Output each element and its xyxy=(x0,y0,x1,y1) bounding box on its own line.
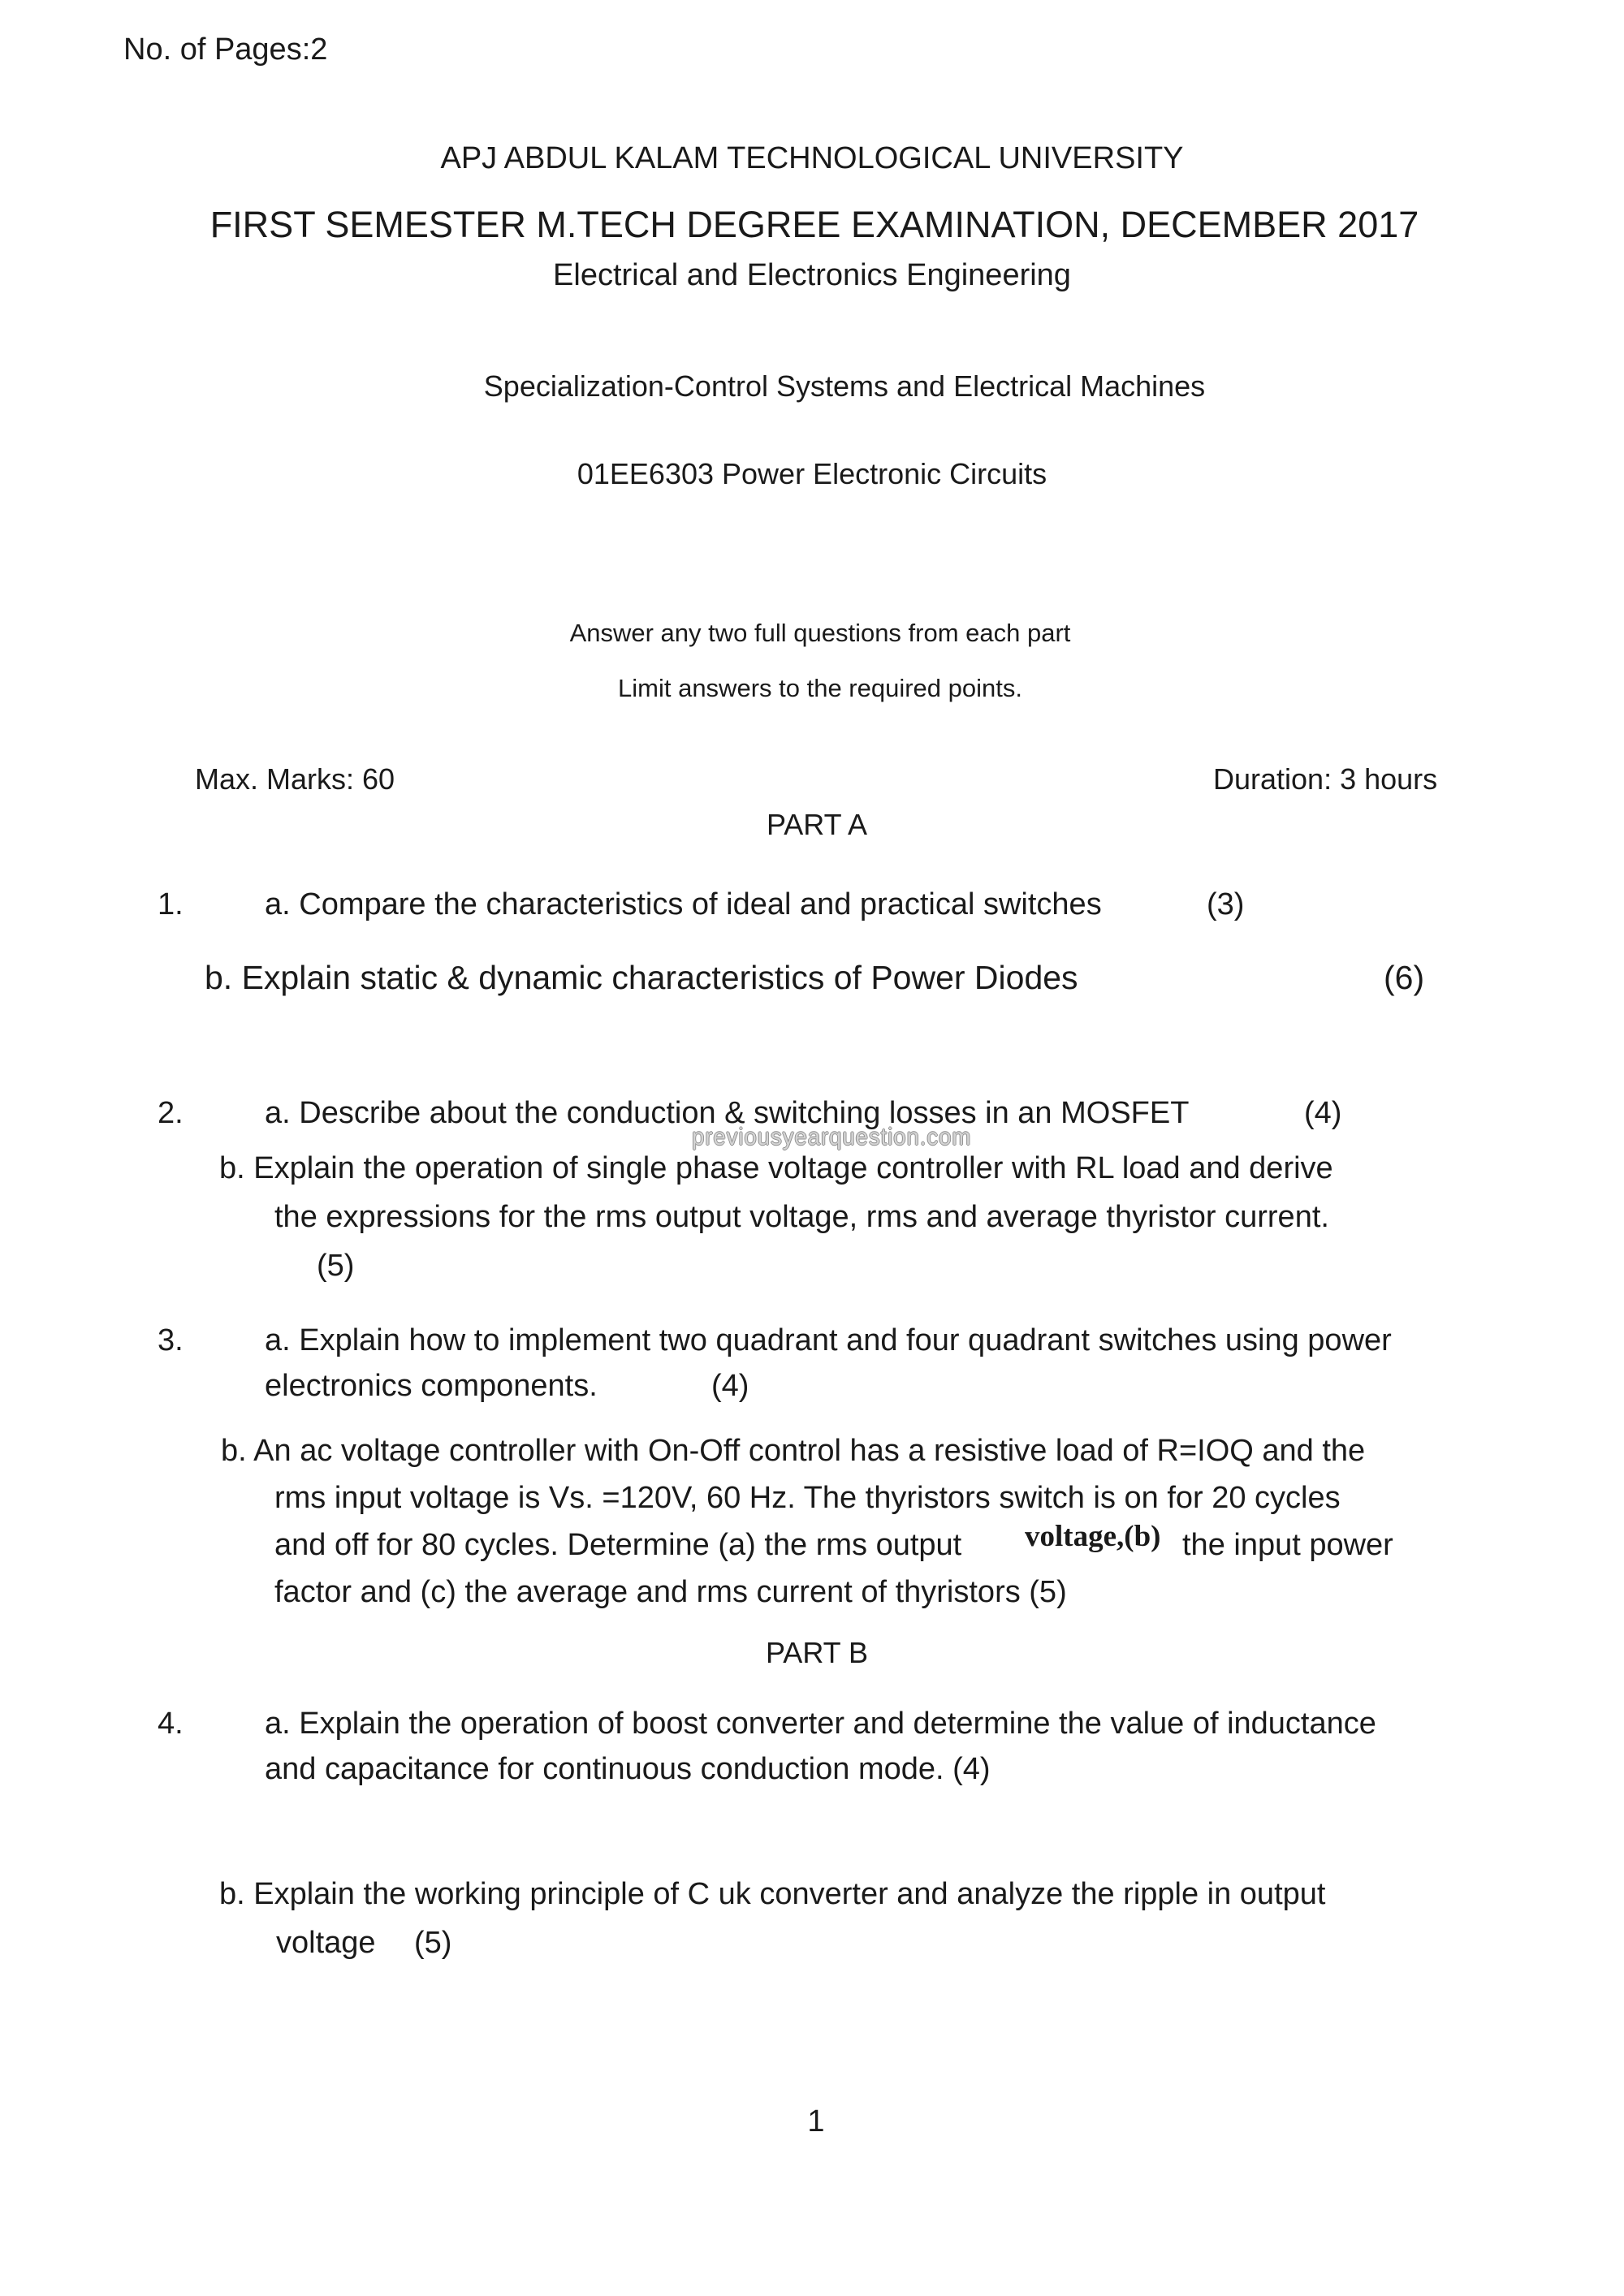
question-3b-line-2: rms input voltage is Vs. =120V, 60 Hz. The thyristors switch is on for 20 cycles xyxy=(274,1481,1341,1515)
question-3b-line-4: factor and (c) the average and rms current of thyristors (5) xyxy=(274,1575,1067,1609)
question-4b-marks: (5) xyxy=(414,1926,452,1960)
question-4a-line-1: a. Explain the operation of boost converter and determine the value of inductance xyxy=(265,1707,1376,1741)
question-2b-line-1: b. Explain the operation of single phase voltage controller with RL load and derive xyxy=(219,1151,1333,1185)
max-marks: Max. Marks: 60 xyxy=(195,762,395,796)
question-2a-marks: (4) xyxy=(1304,1096,1342,1130)
question-4b-line-1: b. Explain the working principle of C uk converter and analyze the ripple in output xyxy=(219,1877,1326,1911)
page-count: No. of Pages:2 xyxy=(123,32,328,67)
question-3b-inset-text: voltage,(b) xyxy=(1025,1520,1161,1553)
question-3b-line-3-start: and off for 80 cycles. Determine (a) the rms output xyxy=(274,1528,962,1562)
question-3b-line-1: b. An ac voltage controller with On-Off control has a resistive load of R=IOQ and the xyxy=(221,1434,1366,1468)
question-2b-marks: (5) xyxy=(317,1249,355,1283)
part-a-title: PART A xyxy=(766,808,868,841)
specialization: Specialization-Control Systems and Electrical Machines xyxy=(483,369,1206,403)
department: Electrical and Electronics Engineering xyxy=(553,258,1071,292)
course-title: 01EE6303 Power Electronic Circuits xyxy=(577,457,1047,490)
question-1b: b. Explain static & dynamic characteristics of Power Diodes xyxy=(205,959,1078,996)
question-2a: a. Describe about the conduction & switching losses in an MOSFET xyxy=(265,1096,1190,1130)
question-4a-line-2: and capacitance for continuous conduction mode. (4) xyxy=(265,1752,991,1786)
exam-title: FIRST SEMESTER M.TECH DEGREE EXAMINATION, DECEMBER 2017 xyxy=(209,204,1419,245)
watermark: previousyearquestion.com xyxy=(692,1124,972,1150)
question-2b-line-2: the expressions for the rms output voltage, rms and average thyristor current. xyxy=(274,1200,1329,1234)
question-1-number: 1. xyxy=(158,887,184,921)
question-3-number: 3. xyxy=(158,1323,184,1357)
duration: Duration: 3 hours xyxy=(1213,762,1438,796)
question-4-number: 4. xyxy=(158,1707,184,1741)
part-b-title: PART B xyxy=(765,1636,869,1669)
page-number: 1 xyxy=(807,2104,825,2138)
question-3a-line-2: electronics components. xyxy=(265,1369,598,1403)
question-1b-marks: (6) xyxy=(1384,959,1425,996)
question-3a-marks: (4) xyxy=(711,1369,749,1403)
question-3b-line-3-end: the input power xyxy=(1182,1528,1393,1562)
question-1a-marks: (3) xyxy=(1207,887,1245,921)
university-name: APJ ABDUL KALAM TECHNOLOGICAL UNIVERSITY xyxy=(440,141,1184,175)
instruction-line-2: Limit answers to the required points. xyxy=(618,674,1022,702)
question-4b-line-2: voltage xyxy=(276,1926,376,1960)
question-1a: a. Compare the characteristics of ideal and practical switches xyxy=(265,887,1102,921)
instruction-line-1: Answer any two full questions from each part xyxy=(569,619,1071,647)
question-2-number: 2. xyxy=(158,1096,184,1130)
question-3a-line-1: a. Explain how to implement two quadrant and four quadrant switches using power xyxy=(265,1323,1392,1357)
